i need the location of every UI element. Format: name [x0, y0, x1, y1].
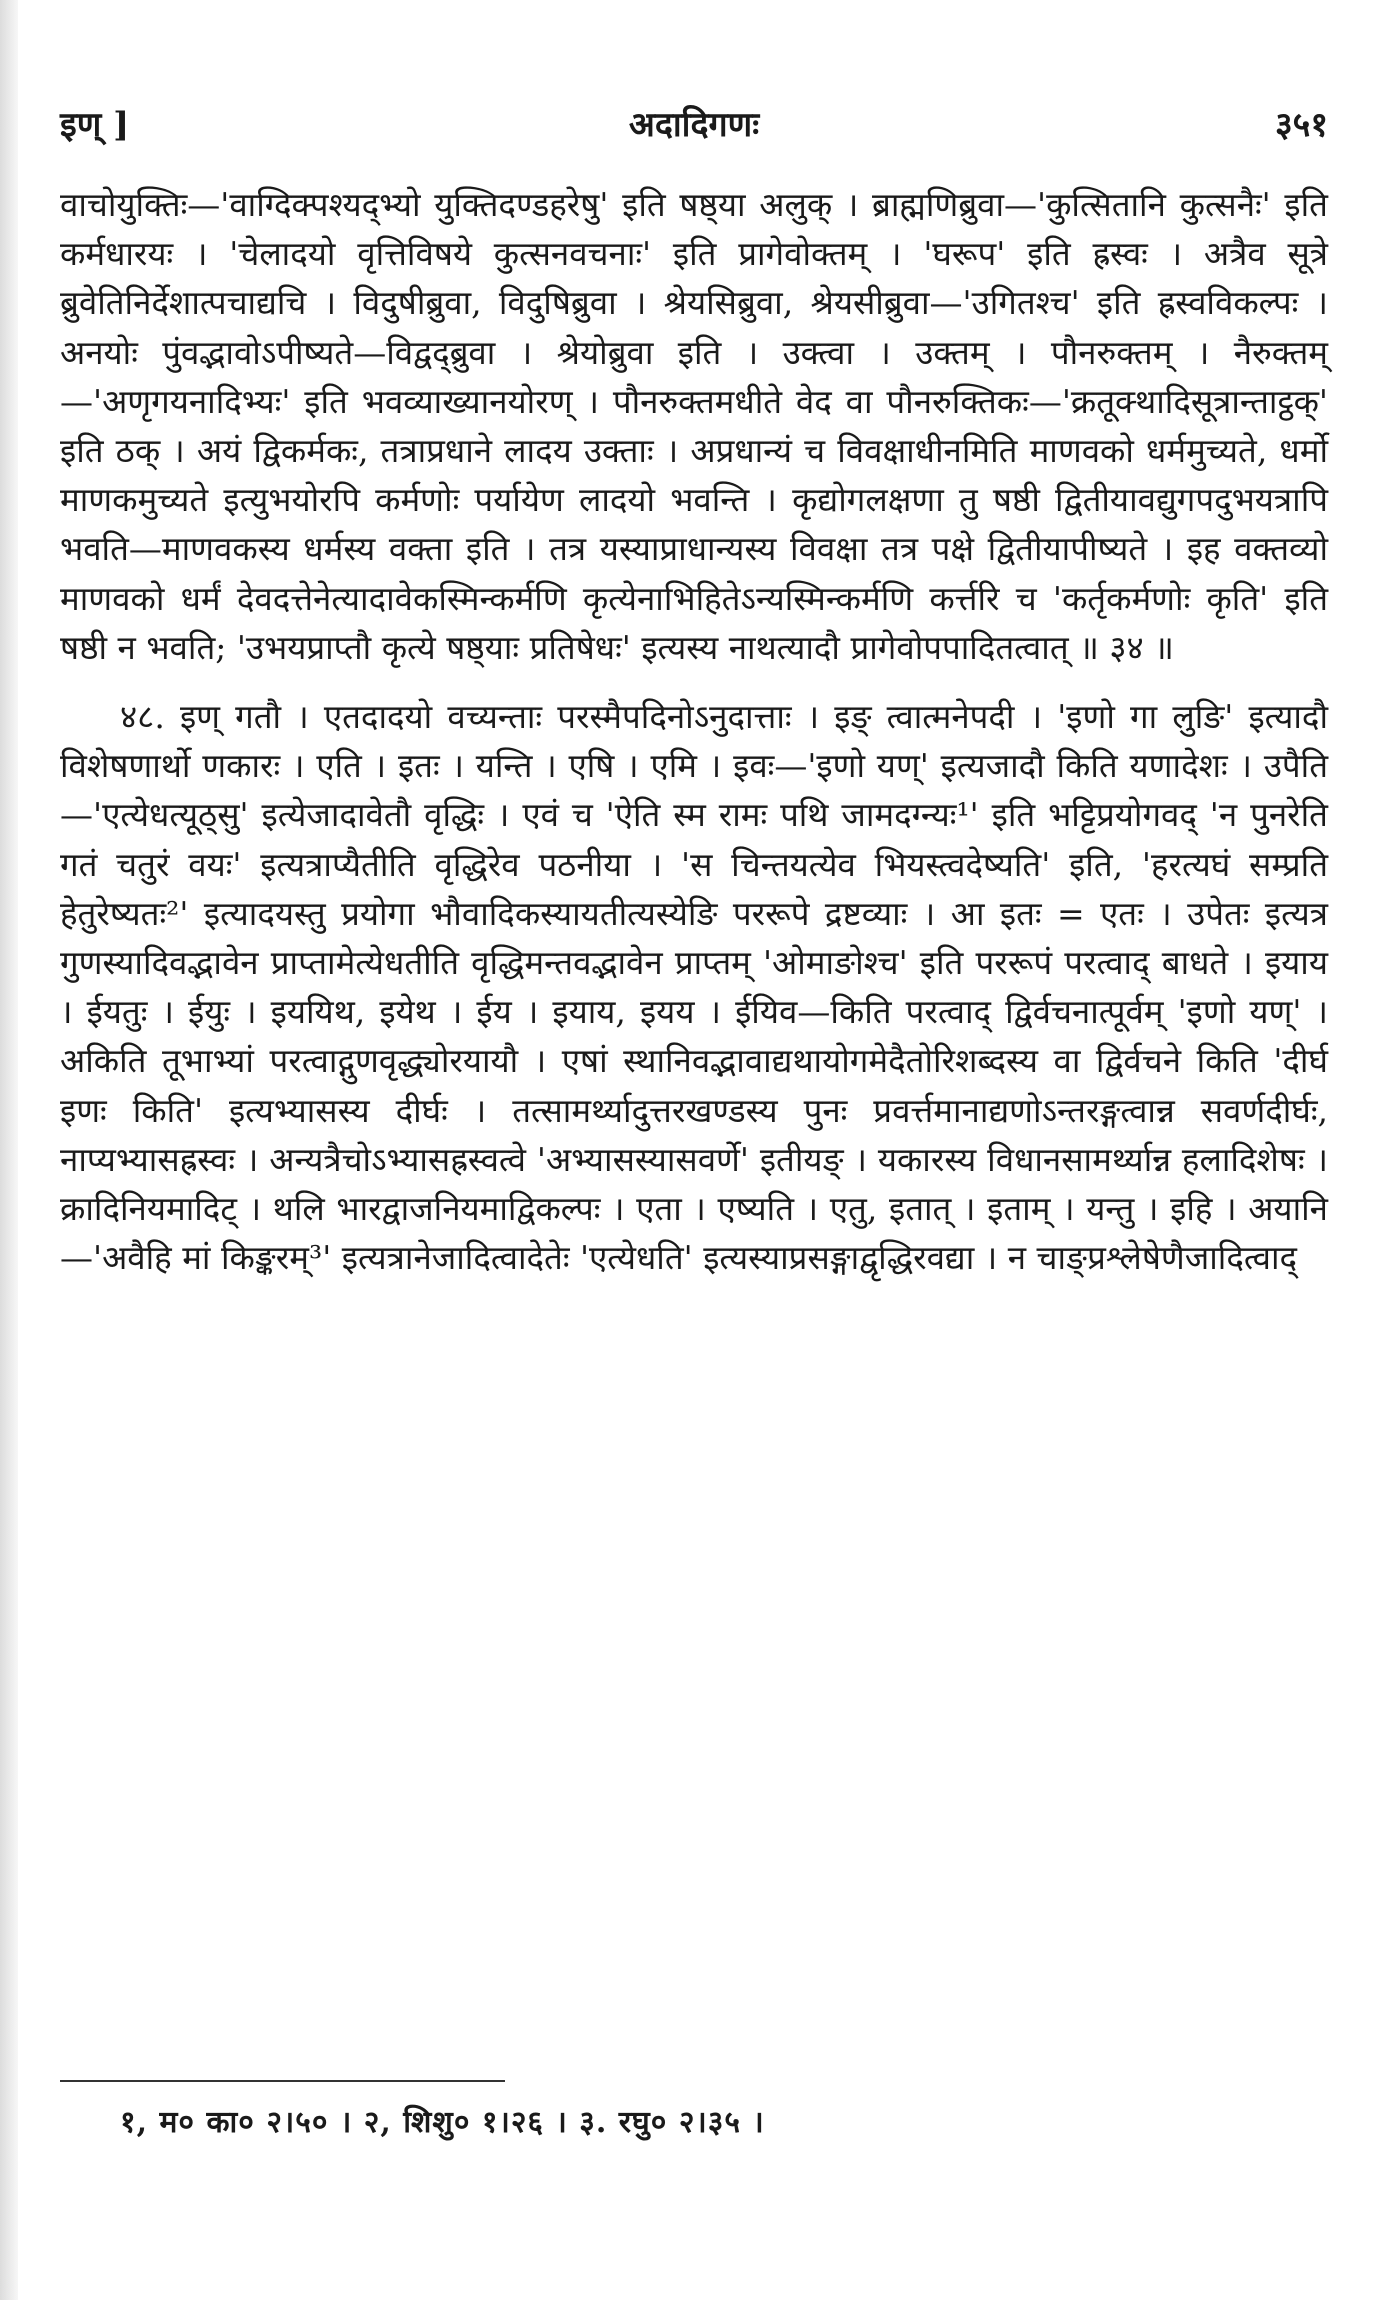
footnotes: १, म० का० २।५० । २, शिशु० १।२६ । ३. रघु० २।३५ । [120, 2105, 765, 2140]
page-edge-shadow [0, 0, 18, 2300]
header-section-mark: इण् ] [60, 105, 130, 145]
footnote-divider [60, 2080, 505, 2082]
header-title: अदादिगणः [628, 105, 760, 145]
page-body [60, 180, 1328, 1282]
page-header [60, 100, 1328, 160]
paragraph-commentary: वाचोयुक्तिः—'वाग्दिक्पश्यद्भ्यो युक्तिदण्डहरेषु' इति षष्ठ्या अलुक् । ब्राह्मणिब्रुवा—'कुत्सितानि कुत्सनैः' इति कर्मधारयः । 'चेलादयो वृत्तिविषये कुत्सनवचनाः' इति प्रागेवोक्तम् । 'घरूप' इति ह्रस्वः । अत्रैव सूत्रे ब्रुवेतिनिर्देशात्पचाद्यचि । विदुषीब्रुवा, विदुषिब्रुवा । श्रेयसिब्रुवा, श्रेयसीब्रुवा—'उगितश्च' इति ह्रस्वविकल्पः । अनयोः पुंवद्भावोऽपीष्यते—विद्वद्ब्रुवा । श्रेयोब्रुवा इति । उक्त्वा । उक्तम् । पौनरुक्तम् । नैरुक्तम्—'अणृगयनादिभ्यः' इति भवव्याख्यानयोरण् । पौनरुक्तमधीते वेद वा पौनरुक्तिकः—'क्रतूक्थादिसूत्रान्ताट्ठक्' इति ठक् । अयं द्विकर्मकः, तत्राप्रधाने लादय उक्ताः । अप्रधान्यं च विवक्षाधीनमिति माणवको धर्ममुच्यते, धर्मो माणकमुच्यते इत्युभयोरपि कर्मणोः पर्यायेण लादयो भवन्ति । कृद्योगलक्षणा तु षष्ठी द्वितीयावद्युगपदुभयत्रापि भवति—माणवकस्य धर्मस्य वक्ता इति । तत्र यस्याप्राधान्यस्य विवक्षा तत्र पक्षे द्वितीयापीष्यते । इह वक्तव्यो माणवको धर्मं देवदत्तेनेत्यादावेकस्मिन्कर्मणि कृत्येनाभिहितेऽन्यस्मिन्कर्मणि कर्त्तरि च 'कर्तृकर्मणोः कृति' इति षष्ठी न भवति; 'उभयप्राप्तौ कृत्ये षष्ठ्याः प्रतिषेधः' इत्यस्य नाथत्यादौ प्रागेवोपपादितत्वात् ॥ ३४ ॥ [60, 185, 1328, 667]
paragraph-sutra-48: ४८. इण् गतौ । एतदादयो वच्यन्ताः परस्मैपदिनोऽनुदात्ताः । इङ् त्वात्मनेपदी । 'इणो गा लुङि' इत्यादौ विशेषणार्थो णकारः । एति । इतः । यन्ति । एषि । एमि । इवः—'इणो यण्' इत्यजादौ किति यणादेशः । उपैति—'एत्येधत्यूठ्सु' इत्येजादावेतौ वृद्धिः । एवं च 'ऐति स्म रामः पथि जामदग्न्यः¹' इति भट्टिप्रयोगवद् 'न पुनरेति गतं चतुरं वयः' इत्यत्राप्यैतीति वृद्धिरेव पठनीया । 'स चिन्तयत्येव भियस्त्वदेष्यति' इति, 'हरत्यघं सम्प्रति हेतुरेष्यतः²' इत्यादयस्तु प्रयोगा भौवादिकस्यायतीत्यस्येङि पररूपे द्रष्टव्याः । आ इतः = एतः । उपेतः इत्यत्र गुणस्यादिवद्भावेन प्राप्तामेत्येधतीति वृद्धिमन्तवद्भावेन प्राप्तम् 'ओमाङोश्च' इति पररूपं परत्वाद् बाधते । इयाय । ईयतुः । ईयुः । इययिथ, इयेथ । ईय । इयाय, इयय । ईयिव—किति परत्वाद् द्विर्वचनात्पूर्वम् 'इणो यण्' । अकिति तूभाभ्यां परत्वाद्गुणवृद्ध्योरयायौ । एषां स्थानिवद्भावाद्यथायोगमेदैतोरिशब्दस्य वा द्विर्वचने किति 'दीर्घ इणः किति' इत्यभ्यासस्य दीर्घः । तत्सामर्थ्यादुत्तरखण्डस्य पुनः प्रवर्त्तमानाद्यणोऽन्तरङ्गत्वान्न सवर्णदीर्घः, नाप्यभ्यासह्रस्वः । अन्यत्रैचोऽभ्यासह्रस्वत्वे 'अभ्यासस्यासवर्णे' इतीयङ् । यकारस्य विधानसामर्थ्यान्न हलादिशेषः । क्रादिनियमादिट् । थलि भारद्वाजनियमाद्विकल्पः । एता । एष्यति । एतु, इतात् । इताम् । यन्तु । इहि । अयानि—'अवैहि मां किङ्करम्³' इत्यत्रानेजादित्वादेतेः 'एत्येधति' इत्यस्याप्रसङ्गाद्वृद्धिरवद्या । न चाङ्प्रश्लेषेणैजादित्वाद् [60, 697, 1328, 1278]
page-number: ३५१ [1274, 105, 1328, 145]
